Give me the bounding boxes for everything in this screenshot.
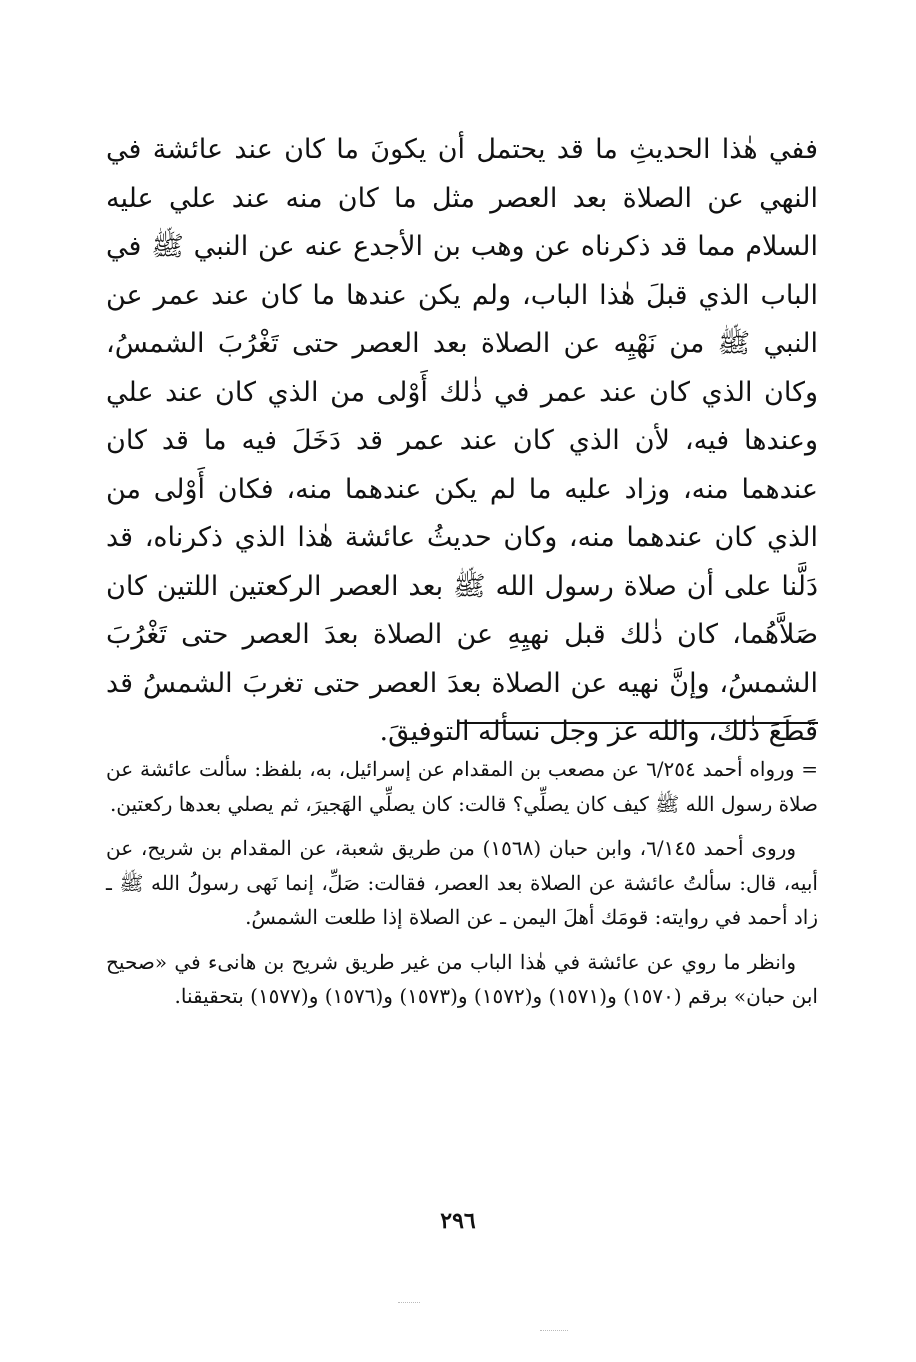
main-text-block	[106, 126, 818, 757]
scan-artifact	[398, 1302, 420, 1303]
footnotes-block	[106, 752, 818, 1024]
footnote-paragraph: وانظر ما روي عن عائشة في هٰذا الباب من غير طريق شريح بن هانىء في «صحيح ابن حبان» برقم (١٥٧٠) و(١٥٧١) و(١٥٧٢) و(١٥٧٣) و(١٥٧٦) و(١٥٧٧) بتحقيقنا.	[106, 949, 818, 1008]
scan-artifact	[540, 1330, 568, 1331]
footnote-continuation: = ورواه أحمد ٦/٢٥٤ عن مصعب بن المقدام عن إسرائيل، به، بلفظ: سألت عائشة عن صلاة رسول الله ﷺ كيف كان يصلِّي؟ قالت: كان يصلِّي الهَجيرَ، ثم يصلي بعدها ركعتين.	[106, 757, 818, 816]
footnote-separator	[458, 722, 818, 724]
page-number: ٢٩٦	[440, 1208, 476, 1234]
footnote-paragraph: وروى أحمد ٦/١٤٥، وابن حبان (١٥٦٨) من طريق شعبة، عن المقدام بن شريح، عن أبيه، قال: سألتُ عائشة عن الصلاة بعد العصر، فقالت: صَلِّ، إنما نَهى رسولُ الله ﷺ ـ زاد أحمد في روايته: قومَك أهلَ اليمن ـ عن الصلاة إذا طلعت الشمسُ.	[106, 836, 818, 929]
main-paragraph: ففي هٰذا الحديثِ ما قد يحتمل أن يكونَ ما كان عند عائشة في النهي عن الصلاة بعد العصر مثل ما كان منه عند علي عليه السلام مما قد ذكرناه عن وهب بن الأجدع عنه عن النبي ﷺ في الباب الذي قبلَ هٰذا الباب، ولم يكن عندها ما كان عند عمر عن النبي ﷺ من نَهْيِه عن الصلاة بعد العصر حتى تَغْرُبَ الشمسُ، وكان الذي كان عند عمر في ذٰلك أَوْلى من الذي كان عند علي وعندها فيه، لأن الذي كان عند عمر قد دَخَلَ فيه ما قد كان عندهما منه، وزاد عليه ما لم يكن عندهما منه، فكان أَوْلى من الذي كان عندهما منه، وكان حديثُ عائشة هٰذا الذي ذكرناه، قد دَلَّنا على أن صلاة رسول الله ﷺ بعد العصر الركعتين اللتين كان صَلاَّهُما، كان ذٰلك قبل نهيِهِ عن الصلاة بعدَ العصر حتى تَغْرُبَ الشمسُ، وإنَّ نهيه عن الصلاة بعدَ العصر حتى تغربَ الشمسُ قد قَطَعَ ذٰلك، والله عز وجل نسأله التوفيقَ.	[106, 134, 818, 747]
